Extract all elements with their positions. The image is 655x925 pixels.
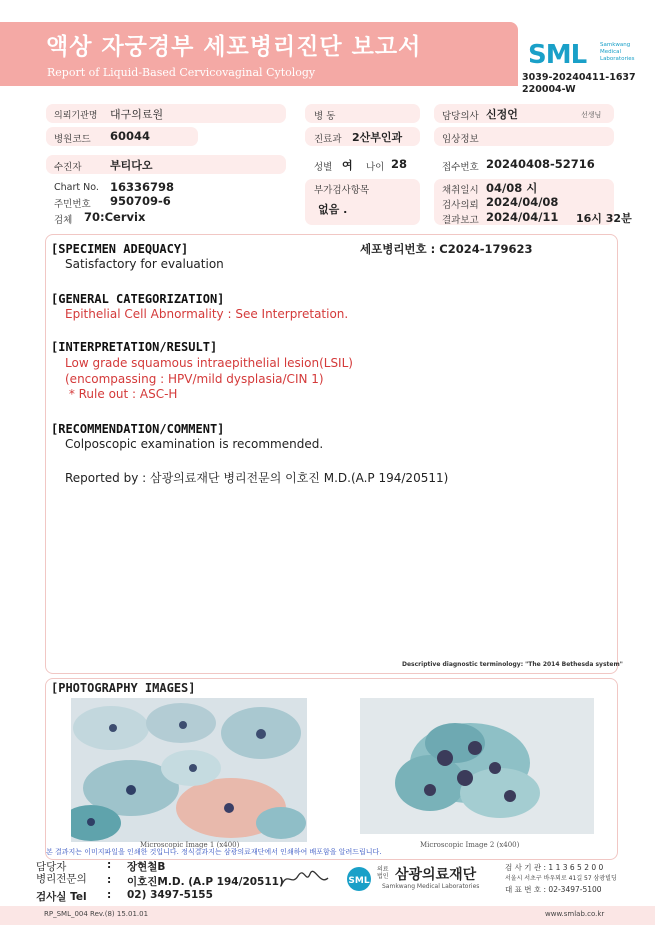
- doctor-label: 담당의사: [442, 111, 479, 122]
- requested-label: 검사의뢰: [442, 200, 479, 211]
- specimen-label: 검체: [54, 215, 73, 226]
- hospital-code-value: 60044: [110, 129, 151, 143]
- patient-value: 부티다오: [110, 159, 153, 172]
- sex-label: 성별: [314, 162, 333, 173]
- pathologist-value: 이호진M.D. (A.P 194/20511): [127, 876, 284, 888]
- microscopic-image-1-art: [71, 698, 307, 842]
- samkwang-logo-icon: [344, 866, 374, 892]
- pathologist-colon: :: [107, 874, 112, 886]
- interpretation-line3: * Rule out : ASC-H: [65, 387, 178, 401]
- collected-label: 채취일시: [442, 185, 479, 196]
- tel-value: 02) 3497-5155: [127, 889, 213, 901]
- tel-colon: :: [107, 889, 112, 901]
- inst-phone: 대 표 번 호 : 02-3497-5100: [505, 885, 602, 894]
- id-value: 950709-6: [110, 194, 171, 208]
- pathologist-label: 병리전문의: [36, 873, 87, 885]
- org-name: 삼광의료재단: [395, 867, 477, 883]
- inst-number: 검 사 기 관 : 1 1 3 6 5 2 0 0: [505, 863, 604, 872]
- age-label: 나이: [366, 162, 385, 173]
- adequacy-heading: [SPECIMEN ADEQUACY]: [51, 242, 189, 256]
- reported-time: 16시 32분: [576, 212, 632, 225]
- photo-heading: [PHOTOGRAPHY IMAGES]: [51, 681, 196, 695]
- image-1-caption: Microscopic Image 1 (x400): [140, 841, 240, 849]
- microscopic-image-2: [360, 698, 594, 834]
- clinical-label: 임상정보: [442, 134, 479, 145]
- adequacy-text: Satisfactory for evaluation: [65, 257, 224, 271]
- staff-value: 장현철B: [127, 861, 166, 873]
- receipt-value: 20240408-52716: [486, 157, 595, 171]
- org-name-en: Samkwang Medical Laboratories: [382, 883, 480, 890]
- org-type: 의료 법인: [377, 866, 389, 880]
- report-code-line1: 3039-20240411-1637: [522, 72, 636, 83]
- patient-row: [46, 155, 286, 174]
- sex-value: 여: [342, 159, 353, 172]
- institution-label: 의뢰기관명: [54, 111, 98, 121]
- specimen-value: 70:Cervix: [84, 210, 146, 224]
- recommendation-text: Colposcopic examination is recommended.: [65, 437, 324, 451]
- patient-label: 수진자: [54, 162, 82, 173]
- report-subtitle: Report of Liquid-Based Cervicovaginal Cytology: [47, 66, 316, 79]
- department-value: 2산부인과: [352, 131, 403, 144]
- signature-image: [280, 868, 330, 890]
- inst-address: 서울시 서초구 바우뫼로 41길 57 삼광빌딩: [505, 875, 617, 882]
- doctor-suffix: 선생님: [581, 111, 602, 119]
- svg-text:SML: SML: [348, 876, 370, 886]
- microscopic-image-1: [71, 698, 307, 842]
- chart-label: Chart No.: [54, 182, 99, 193]
- collected-value: 04/08 시: [486, 181, 538, 195]
- form-code: RP_SML_004 Rev.(8) 15.01.01: [44, 910, 149, 918]
- report-code-line2: 220004-W: [522, 84, 576, 95]
- print-notice: 본 결과지는 이미지파일을 인쇄한 것입니다. 정식결과지는 삼광의료재단에서 인쇄하여 배포함을 알려드립니다.: [46, 848, 382, 856]
- terminology-note: Descriptive diagnostic terminology: "The 2014 Bethesda system": [402, 661, 623, 668]
- hospital-code-label: 병원코드: [54, 134, 91, 145]
- ward-label: 병 동: [314, 111, 336, 122]
- cytology-number: 세포병리번호 : C2024-179623: [360, 242, 533, 256]
- tel-label: 검사실 Tel: [36, 891, 87, 903]
- staff-label: 담당자: [36, 861, 67, 873]
- microscopic-image-2-art: [360, 698, 594, 834]
- reported-by: Reported by : 삼광의료재단 병리전문의 이호진 M.D.(A.P 194/20511): [65, 471, 449, 485]
- recommendation-heading: [RECOMMENDATION/COMMENT]: [51, 422, 225, 436]
- doctor-value: 신정언: [486, 108, 518, 121]
- reported-value: 2024/04/11: [486, 210, 559, 224]
- general-heading: [GENERAL CATEGORIZATION]: [51, 292, 225, 306]
- additional-label: 부가검사항목: [314, 185, 370, 196]
- interpretation-line1: Low grade squamous intraepithelial lesion(LSIL): [65, 356, 353, 370]
- age-value: 28: [391, 157, 408, 171]
- requested-value: 2024/04/08: [486, 195, 559, 209]
- website-link[interactable]: www.smlab.co.kr: [545, 910, 605, 918]
- institution-info: [505, 862, 617, 895]
- general-text: Epithelial Cell Abnormality : See Interpretation.: [65, 307, 349, 321]
- interpretation-heading: [INTERPRETATION/RESULT]: [51, 340, 218, 354]
- additional-value: 없음 .: [318, 203, 348, 216]
- chart-value: 16336798: [110, 180, 175, 194]
- staff-colon: :: [107, 859, 112, 871]
- sml-logo-subtitle: Samkwang Medical Laboratories: [600, 42, 635, 62]
- institution-value: 대구의료원: [110, 108, 164, 121]
- report-title: 액상 자궁경부 세포병리진단 보고서: [46, 34, 422, 60]
- department-label: 진료과: [314, 134, 342, 145]
- receipt-label: 접수번호: [442, 162, 479, 173]
- image-2-caption: Microscopic Image 2 (x400): [420, 841, 520, 849]
- interpretation-line2: (encompassing : HPV/mild dysplasia/CIN 1): [65, 372, 324, 386]
- id-label: 주민번호: [54, 199, 91, 210]
- reported-label: 결과보고: [442, 215, 479, 226]
- sml-logo: SML: [528, 40, 587, 70]
